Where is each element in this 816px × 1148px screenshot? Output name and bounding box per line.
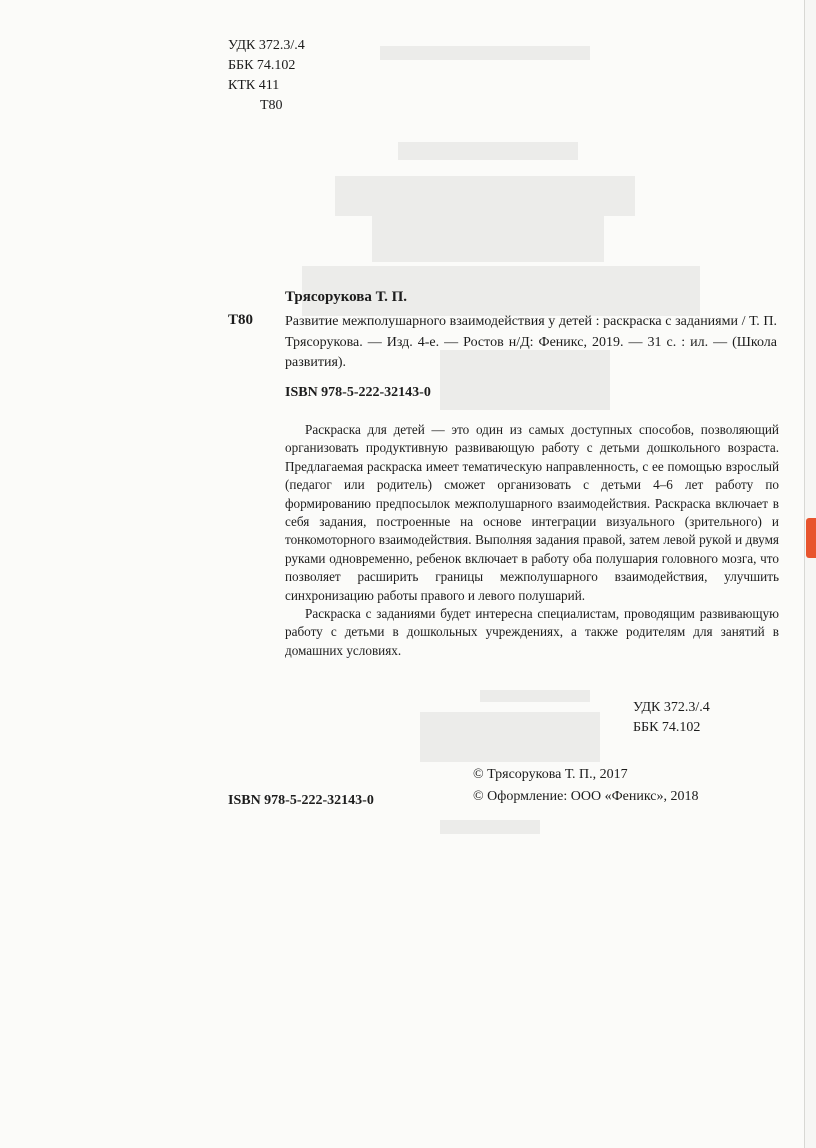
show-through-shape bbox=[480, 690, 590, 702]
isbn-bottom: ISBN 978-5-222-32143-0 bbox=[228, 793, 374, 808]
author-mark-side: Т80 bbox=[228, 312, 254, 328]
abstract bbox=[285, 421, 779, 660]
show-through-shape bbox=[440, 820, 540, 834]
show-through-shape bbox=[335, 176, 635, 216]
udk-code: УДК 372.3/.4 bbox=[228, 38, 305, 53]
page-tab-marker bbox=[806, 518, 816, 558]
copyright-design: © Оформление: ООО «Феникс», 2018 bbox=[473, 789, 699, 804]
ktk-code: КТК 411 bbox=[228, 78, 280, 93]
abstract-paragraph: Раскраска с заданиями будет интересна специалистам, проводящим развивающую работу с детьми в дошкольных учреждениях, а также родителям для занятий в домашних условиях. bbox=[285, 606, 779, 658]
show-through-shape bbox=[380, 46, 590, 60]
isbn-main: ISBN 978-5-222-32143-0 bbox=[285, 385, 431, 400]
udk-code: УДК 372.3/.4 bbox=[633, 700, 710, 715]
bbk-code: ББК 74.102 bbox=[633, 720, 701, 735]
author-mark: Т80 bbox=[260, 98, 283, 113]
classification-codes bbox=[228, 36, 305, 116]
author-heading: Трясорукова Т. П. bbox=[285, 289, 408, 305]
classification-codes-right bbox=[633, 698, 710, 738]
copyright-block bbox=[473, 764, 699, 808]
show-through-shape bbox=[372, 216, 604, 262]
copyright-author: © Трясорукова Т. П., 2017 bbox=[473, 767, 628, 782]
bbk-code: ББК 74.102 bbox=[228, 58, 296, 73]
bibliographic-record: Развитие межполушарного взаимодействия у детей : раскраска с заданиями / Т. П. Трясорукова. — Изд. 4-е. — Ростов н/Д: Феникс, 2019. — 31 с. : ил. — (Школа развития). bbox=[285, 314, 777, 370]
show-through-shape bbox=[420, 712, 600, 762]
show-through-shape bbox=[398, 142, 578, 160]
abstract-paragraph: Раскраска для детей — это один из самых доступных способов, позволяющий организовать продуктивную развивающую работу с детьми дошкольного возраста. Предлагаемая раскраска имеет тематическую направленность, с ее помощью взрослый (педагог или родитель) сможет организовать с детьми 4–6 лет работу по формированию предпосылок межполушарного взаимодействия. Раскраска включает в себя задания, построенные на основе интеграции визуального (зрительного) и тонкомоторного взаимодействия. Выполняя задания правой, затем левой рукой и двумя руками одновременно, ребенок включает в работу оба полушария головного мозга, что позволяет расширить границы межполушарного взаимодействия, улучшить синхронизацию работы правого и левого полушарий. bbox=[285, 422, 779, 603]
